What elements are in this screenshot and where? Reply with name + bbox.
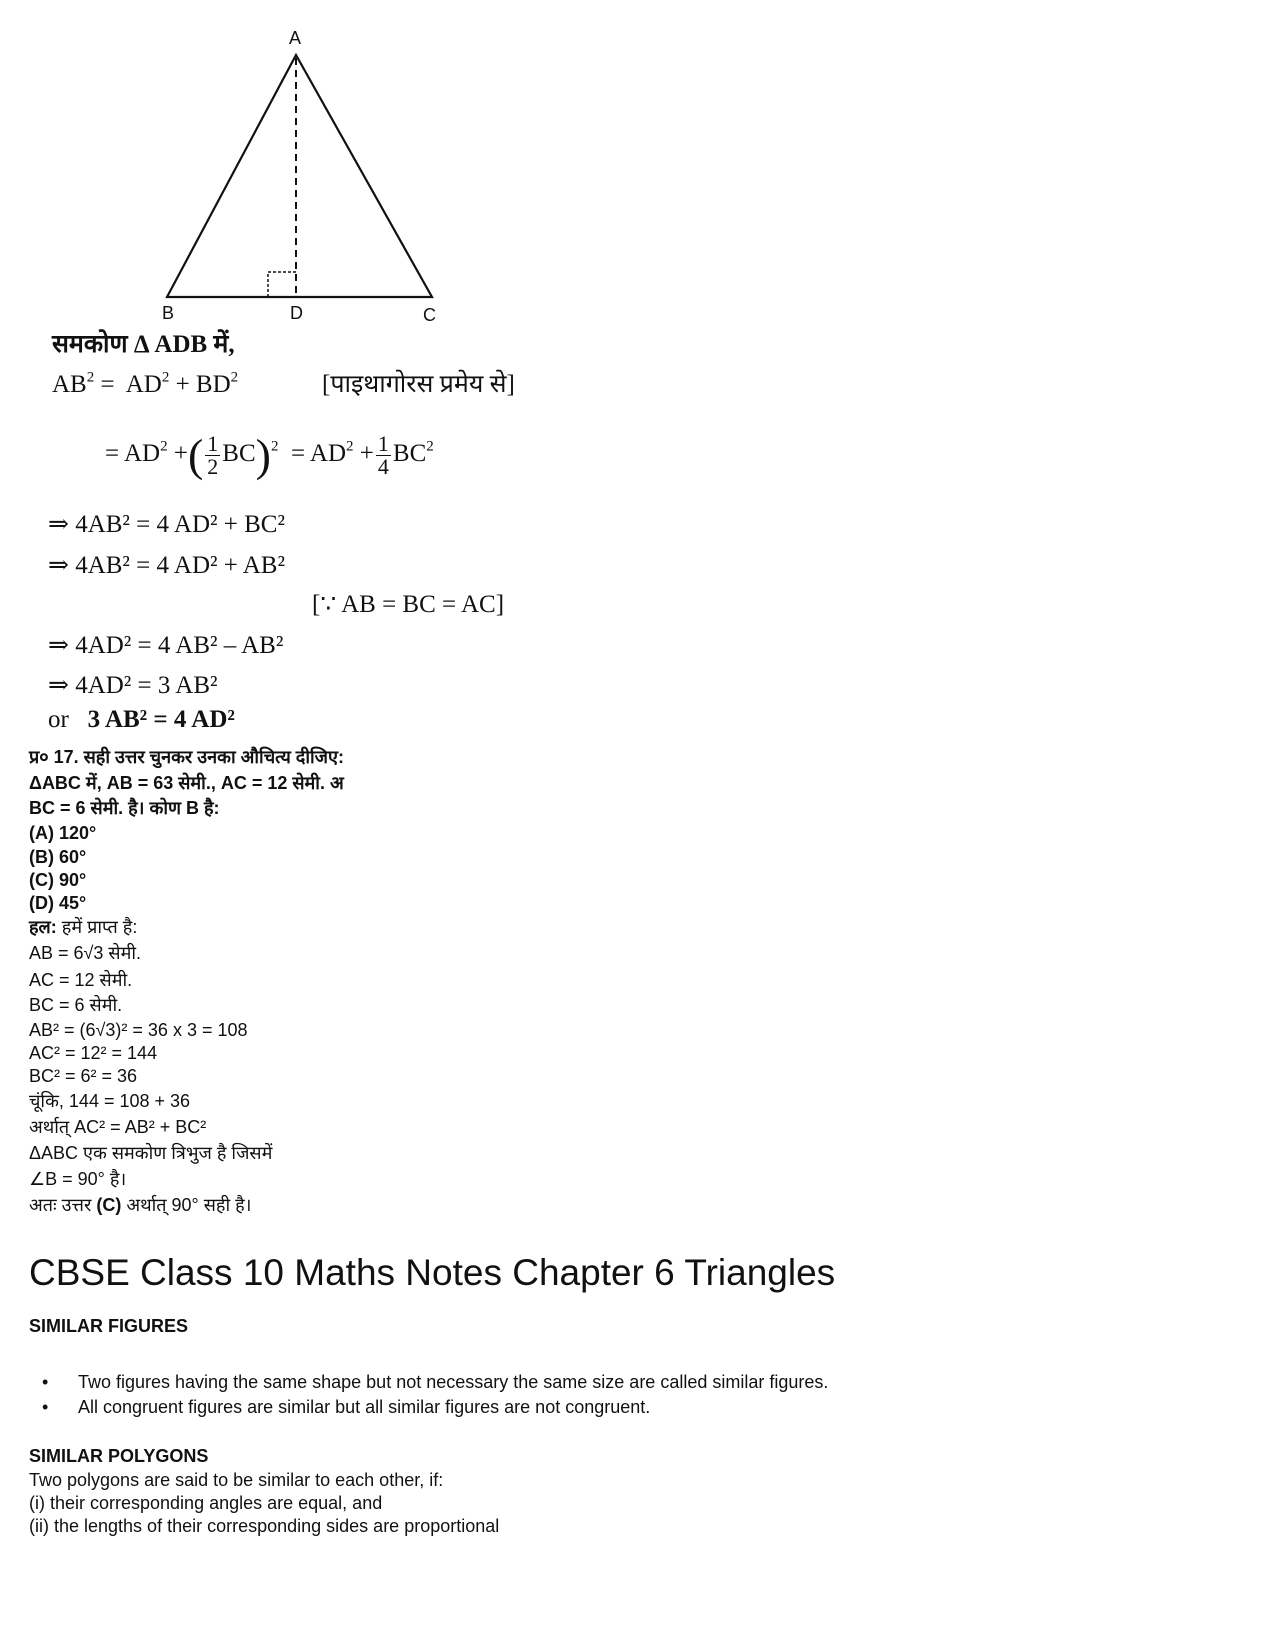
solution-line: AB² = (6√3)² = 36 x 3 = 108	[29, 1020, 248, 1040]
label-c: C	[423, 305, 436, 325]
answer-post: अर्थात् 90° सही है।	[121, 1195, 252, 1215]
solution-header	[29, 916, 137, 938]
option-c: (C) 90°	[29, 870, 87, 890]
sq: 2	[161, 369, 170, 386]
sq: 2	[86, 369, 95, 386]
option-a: (A) 120°	[29, 823, 97, 843]
l2-d: +	[359, 440, 374, 468]
proof-line-5: [∵ AB = BC = AC]	[312, 591, 505, 618]
l1-lhs: AB	[52, 371, 87, 398]
proof-line-6: ⇒ 4AD² = 4 AB² – AB²	[48, 632, 284, 659]
polygon-line: Two polygons are said to be similar to each other, if:	[29, 1470, 444, 1490]
sq: 2	[426, 438, 434, 455]
l2-b: +	[173, 440, 188, 468]
fraction-quarter: $\frac{1}{4}$	[377, 431, 389, 479]
sq: 2	[230, 369, 239, 386]
label-d: D	[290, 303, 303, 323]
final-result: 3 AB² = 4 AD²	[87, 706, 235, 733]
question-line-2: BC = 6 सेमी. है। कोण B है:	[29, 798, 220, 818]
solution-first: हमें प्राप्त है:	[56, 917, 138, 937]
proof-line-2: = $AD^2$ +( $\frac{1}{2}$ $BC)^2 = AD^2$ + $\frac{1}{4}$ $BC^2$	[105, 429, 434, 481]
label-b: B	[162, 303, 175, 323]
l1-rhs-a: AD	[125, 371, 162, 398]
triangle-abc	[167, 55, 432, 297]
sq: 2	[270, 438, 279, 455]
option-b: (B) 60°	[29, 847, 87, 867]
answer-option: (C)	[96, 1195, 122, 1215]
solution-line: ∠B = 90° है।	[29, 1169, 127, 1189]
l2-bc: BC	[222, 440, 256, 468]
l2-a: = AD	[105, 440, 161, 468]
question-title: प्र० 17. सही उत्तर चुनकर उनका औचित्य दीजिए:	[29, 747, 344, 767]
proof-line-7: ⇒ 4AD² = 3 AB²	[48, 672, 218, 699]
solution-line: BC = 6 सेमी.	[29, 995, 123, 1015]
right-angle-mark	[268, 272, 296, 297]
solution-line: AC = 12 सेमी.	[29, 970, 133, 990]
solution-line: AC² = 12² = 144	[29, 1043, 158, 1063]
or-word: or	[48, 706, 69, 733]
sq: 2	[160, 438, 168, 455]
l1-rhs-b: + BD	[175, 371, 231, 398]
notes-heading: CBSE Class 10 Maths Notes Chapter 6 Triangles	[29, 1252, 836, 1293]
solution-answer	[29, 1194, 252, 1216]
bullet-item: Two figures having the same shape but not necessary the same size are called similar figures.	[78, 1372, 829, 1392]
proof-line-1: $AB^2 = AD^2 + BD^2$	[52, 369, 239, 398]
proof-line-3: ⇒ 4AB² = 4 AD² + BC²	[48, 511, 285, 538]
question-line-1: ΔABC में, AB = 63 सेमी., AC = 12 सेमी. अ	[29, 773, 344, 793]
solution-line: AB = 6√3 सेमी.	[29, 943, 142, 963]
sq: 2	[346, 438, 354, 455]
bullet-icon: •	[42, 1397, 49, 1417]
section-title-similar-polygons: SIMILAR POLYGONS	[29, 1446, 209, 1466]
fraction-half: $\frac{1}{2}$	[207, 431, 219, 479]
option-d: (D) 45°	[29, 893, 87, 913]
l2-bc2: BC	[392, 440, 427, 468]
solution-line: अर्थात् AC² = AB² + BC²	[29, 1117, 207, 1137]
solution-line: ΔABC एक समकोण त्रिभुज है जिसमें	[29, 1143, 273, 1163]
solution-line: चूंकि, 144 = 108 + 36	[29, 1091, 191, 1111]
pythagoras-reason: [पाइथागोरस प्रमेय से]	[322, 371, 515, 398]
label-a: A	[289, 28, 302, 48]
solution-line: BC² = 6² = 36	[29, 1066, 138, 1086]
l2-c: = AD	[290, 440, 347, 468]
answer-pre: अतः उत्तर	[29, 1195, 97, 1215]
polygon-line: (i) their corresponding angles are equal, and	[29, 1493, 383, 1513]
bullet-item: All congruent figures are similar but all similar figures are not congruent.	[78, 1397, 651, 1417]
section-title-similar-figures: SIMILAR FIGURES	[29, 1316, 189, 1336]
proof-intro: समकोण Δ ADB में,	[52, 331, 235, 358]
solution-label: हल:	[29, 917, 57, 937]
triangle-figure	[0, 0, 600, 330]
polygon-line: (ii) the lengths of their corresponding sides are proportional	[29, 1516, 500, 1536]
proof-line-8	[48, 705, 235, 735]
proof-line-4: ⇒ 4AB² = 4 AD² + AB²	[48, 552, 285, 579]
bullet-icon: •	[42, 1372, 49, 1392]
